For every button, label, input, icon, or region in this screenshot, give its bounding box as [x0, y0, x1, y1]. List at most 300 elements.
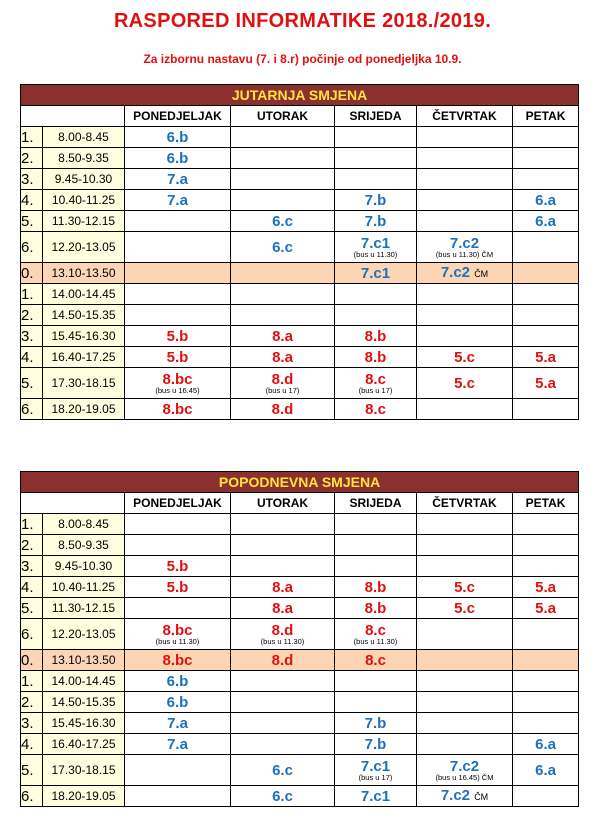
period-number: 4. — [21, 734, 43, 755]
class-cell-monday — [125, 650, 231, 671]
period-number: 4. — [21, 347, 43, 368]
class-label: 7.b — [364, 735, 387, 753]
period-time: 16.40-17.25 — [43, 734, 125, 755]
class-cell-monday — [125, 127, 231, 148]
class-cell-tuesday — [231, 734, 335, 755]
class-cell-wednesday — [335, 127, 417, 148]
class-cell-friday — [513, 577, 579, 598]
class-cell-tuesday — [231, 284, 335, 305]
period-row — [21, 755, 579, 786]
class-cell-friday — [513, 598, 579, 619]
day-header-tuesday: UTORAK — [231, 493, 335, 514]
class-cell-wednesday — [335, 786, 417, 807]
class-cell-thursday — [417, 734, 513, 755]
class-cell-thursday — [417, 577, 513, 598]
period-row — [21, 127, 579, 148]
period-number: 4. — [21, 190, 43, 211]
class-label: 7.b — [364, 714, 387, 732]
class-cell-friday — [513, 619, 579, 650]
period-number: 3. — [21, 169, 43, 190]
morning-shift-table — [20, 84, 579, 420]
class-cell-thursday — [417, 713, 513, 734]
period-number: 2. — [21, 692, 43, 713]
class-label: 7.c1 — [360, 757, 391, 775]
class-label: 7.c2 — [440, 786, 471, 804]
class-cell-monday — [125, 399, 231, 420]
class-cell-wednesday — [335, 326, 417, 347]
period-number: 6. — [21, 619, 43, 650]
class-label: 6.c — [272, 787, 293, 805]
period-row — [21, 619, 579, 650]
class-cell-tuesday — [231, 368, 335, 399]
header-corner — [21, 106, 125, 127]
class-label: 8.c — [365, 621, 386, 639]
class-cell-thursday — [417, 190, 513, 211]
class-label: 7.a — [167, 735, 188, 753]
class-label: 6.a — [535, 761, 556, 779]
class-cell-friday — [513, 734, 579, 755]
class-cell-friday — [513, 399, 579, 420]
class-cell-monday — [125, 692, 231, 713]
period-number: 2. — [21, 305, 43, 326]
period-time: 11.30-12.15 — [43, 211, 125, 232]
class-cell-friday — [513, 650, 579, 671]
class-cell-wednesday — [335, 399, 417, 420]
class-cell-friday — [513, 232, 579, 263]
period-number: 0. — [21, 263, 43, 284]
class-cell-wednesday — [335, 169, 417, 190]
class-cell-thursday — [417, 598, 513, 619]
class-label: 6.b — [166, 672, 189, 690]
class-cell-friday — [513, 368, 579, 399]
period-time: 11.30-12.15 — [43, 598, 125, 619]
class-cell-wednesday — [335, 619, 417, 650]
class-cell-thursday — [417, 692, 513, 713]
class-cell-friday — [513, 148, 579, 169]
class-cell-wednesday — [335, 368, 417, 399]
class-label: 8.b — [364, 599, 387, 617]
class-cell-tuesday — [231, 148, 335, 169]
class-label: 6.a — [535, 212, 556, 230]
class-cell-thursday — [417, 347, 513, 368]
period-row — [21, 263, 579, 284]
class-cell-tuesday — [231, 598, 335, 619]
class-cell-tuesday — [231, 347, 335, 368]
period-row — [21, 232, 579, 263]
class-label: 5.a — [535, 374, 556, 392]
class-label: 8.d — [271, 651, 294, 669]
class-label: 5.c — [454, 578, 475, 596]
class-cell-wednesday — [335, 263, 417, 284]
period-time: 15.45-16.30 — [43, 326, 125, 347]
day-header-tuesday: UTORAK — [231, 106, 335, 127]
class-cell-wednesday — [335, 305, 417, 326]
class-label: 6.b — [166, 128, 189, 146]
period-time: 8.50-9.35 — [43, 535, 125, 556]
period-number: 0. — [21, 650, 43, 671]
class-label: 5.b — [166, 348, 189, 366]
class-cell-monday — [125, 514, 231, 535]
class-cell-thursday — [417, 619, 513, 650]
period-time: 10.40-11.25 — [43, 577, 125, 598]
period-number: 1. — [21, 514, 43, 535]
class-cell-tuesday — [231, 169, 335, 190]
class-cell-wednesday — [335, 692, 417, 713]
class-cell-wednesday — [335, 755, 417, 786]
class-cell-tuesday — [231, 619, 335, 650]
class-cell-thursday — [417, 755, 513, 786]
class-cell-wednesday — [335, 650, 417, 671]
shift-header-row — [21, 472, 579, 493]
class-cell-friday — [513, 284, 579, 305]
period-number: 6. — [21, 399, 43, 420]
class-cell-tuesday — [231, 127, 335, 148]
period-time: 14.00-14.45 — [43, 284, 125, 305]
shift-header-row — [21, 85, 579, 106]
class-label: 5.a — [535, 599, 556, 617]
day-header-row — [21, 493, 579, 514]
class-cell-tuesday — [231, 650, 335, 671]
class-cell-monday — [125, 556, 231, 577]
period-time: 9.45-10.30 — [43, 169, 125, 190]
class-cell-wednesday — [335, 734, 417, 755]
class-cell-thursday — [417, 232, 513, 263]
period-row — [21, 284, 579, 305]
day-header-wednesday: SRIJEDA — [335, 493, 417, 514]
class-label: 8.bc — [162, 621, 193, 639]
period-time: 18.20-19.05 — [43, 399, 125, 420]
period-row — [21, 692, 579, 713]
period-number: 5. — [21, 598, 43, 619]
period-row — [21, 535, 579, 556]
class-label: 5.c — [454, 348, 475, 366]
period-time: 8.50-9.35 — [43, 148, 125, 169]
class-cell-monday — [125, 598, 231, 619]
period-time: 9.45-10.30 — [43, 556, 125, 577]
period-time: 12.20-13.05 — [43, 619, 125, 650]
period-time: 12.20-13.05 — [43, 232, 125, 263]
period-row — [21, 169, 579, 190]
class-label: 7.c1 — [360, 787, 391, 805]
period-number: 3. — [21, 713, 43, 734]
class-label: 7.a — [167, 170, 188, 188]
class-cell-thursday — [417, 514, 513, 535]
class-cell-wednesday — [335, 232, 417, 263]
period-time: 18.20-19.05 — [43, 786, 125, 807]
class-cell-friday — [513, 305, 579, 326]
period-row — [21, 190, 579, 211]
day-header-monday: PONEDJELJAK — [125, 106, 231, 127]
period-time: 14.50-15.35 — [43, 305, 125, 326]
class-label: 7.c1 — [360, 264, 391, 282]
period-number: 3. — [21, 326, 43, 347]
class-cell-friday — [513, 671, 579, 692]
period-number: 5. — [21, 211, 43, 232]
day-header-monday: PONEDJELJAK — [125, 493, 231, 514]
period-row — [21, 211, 579, 232]
class-cell-friday — [513, 755, 579, 786]
period-row — [21, 598, 579, 619]
class-cell-tuesday — [231, 232, 335, 263]
day-header-wednesday: SRIJEDA — [335, 106, 417, 127]
class-cell-thursday — [417, 305, 513, 326]
class-cell-monday — [125, 211, 231, 232]
day-header-thursday: ČETVRTAK — [417, 493, 513, 514]
class-cell-friday — [513, 211, 579, 232]
class-cell-monday — [125, 368, 231, 399]
class-cell-tuesday — [231, 535, 335, 556]
class-cell-monday — [125, 619, 231, 650]
class-cell-friday — [513, 692, 579, 713]
class-cell-monday — [125, 577, 231, 598]
class-cell-thursday — [417, 127, 513, 148]
class-label: 7.b — [364, 191, 387, 209]
period-time: 8.00-8.45 — [43, 514, 125, 535]
bus-note: (bus u 11.30) — [155, 636, 200, 646]
period-row — [21, 734, 579, 755]
afternoon-shift-table — [20, 471, 579, 807]
class-cell-monday — [125, 734, 231, 755]
class-label: 8.bc — [162, 651, 193, 669]
period-row — [21, 514, 579, 535]
period-row — [21, 148, 579, 169]
class-cell-friday — [513, 514, 579, 535]
class-label: 8.d — [271, 621, 294, 639]
class-cell-thursday — [417, 650, 513, 671]
period-time: 14.50-15.35 — [43, 692, 125, 713]
class-cell-wednesday — [335, 598, 417, 619]
class-cell-wednesday — [335, 514, 417, 535]
class-label: 6.a — [535, 735, 556, 753]
page-subtitle: Za izbornu nastavu (7. i 8.r) počinje od ponedjeljka 10.9. — [143, 52, 462, 66]
period-time: 10.40-11.25 — [43, 190, 125, 211]
period-time: 15.45-16.30 — [43, 713, 125, 734]
class-cell-tuesday — [231, 671, 335, 692]
header-corner — [21, 493, 125, 514]
period-row — [21, 786, 579, 807]
period-row — [21, 671, 579, 692]
bus-note: (bus u 17) — [358, 385, 393, 395]
class-cell-friday — [513, 786, 579, 807]
class-label: 5.a — [535, 578, 556, 596]
period-time: 17.30-18.15 — [43, 368, 125, 399]
bus-note: (bus u 11.30) — [353, 249, 398, 259]
class-label: 7.b — [364, 212, 387, 230]
period-number: 1. — [21, 127, 43, 148]
day-header-thursday: ČETVRTAK — [417, 106, 513, 127]
class-label: 6.b — [166, 149, 189, 167]
period-time: 16.40-17.25 — [43, 347, 125, 368]
class-label: 8.c — [365, 400, 386, 418]
period-row — [21, 399, 579, 420]
class-label: 8.c — [365, 651, 386, 669]
class-label: 8.b — [364, 578, 387, 596]
class-label: 5.c — [454, 374, 475, 392]
period-number: 5. — [21, 755, 43, 786]
class-cell-wednesday — [335, 284, 417, 305]
class-cell-thursday — [417, 399, 513, 420]
class-cell-thursday — [417, 263, 513, 284]
class-cell-monday — [125, 263, 231, 284]
class-cell-monday — [125, 786, 231, 807]
class-cell-tuesday — [231, 190, 335, 211]
teacher-note: ČM — [474, 791, 489, 802]
period-row — [21, 650, 579, 671]
class-label: 5.a — [535, 348, 556, 366]
period-number: 3. — [21, 556, 43, 577]
class-cell-tuesday — [231, 713, 335, 734]
class-label: 8.a — [272, 348, 293, 366]
class-cell-friday — [513, 556, 579, 577]
class-cell-monday — [125, 713, 231, 734]
class-label: 6.c — [272, 212, 293, 230]
period-time: 17.30-18.15 — [43, 755, 125, 786]
period-row — [21, 326, 579, 347]
class-cell-tuesday — [231, 577, 335, 598]
period-row — [21, 368, 579, 399]
class-cell-wednesday — [335, 577, 417, 598]
teacher-note: ČM — [474, 268, 489, 279]
class-cell-thursday — [417, 671, 513, 692]
class-label: 5.b — [166, 557, 189, 575]
day-header-friday: PETAK — [513, 106, 579, 127]
class-cell-wednesday — [335, 671, 417, 692]
period-row — [21, 713, 579, 734]
class-cell-monday — [125, 232, 231, 263]
period-row — [21, 577, 579, 598]
class-label: 8.a — [272, 578, 293, 596]
class-cell-friday — [513, 713, 579, 734]
bus-note: (bus u 17) — [265, 385, 300, 395]
class-cell-monday — [125, 326, 231, 347]
day-header-row — [21, 106, 579, 127]
class-cell-friday — [513, 347, 579, 368]
day-header-friday: PETAK — [513, 493, 579, 514]
class-cell-monday — [125, 148, 231, 169]
bus-note: (bus u 16.45) — [155, 385, 200, 395]
class-cell-monday — [125, 347, 231, 368]
class-cell-monday — [125, 305, 231, 326]
period-number: 1. — [21, 284, 43, 305]
period-number: 2. — [21, 148, 43, 169]
bus-note: (bus u 11.30) — [353, 636, 398, 646]
period-number: 2. — [21, 535, 43, 556]
bus-note: (bus u 17) — [358, 772, 393, 782]
class-cell-wednesday — [335, 148, 417, 169]
bus-note: (bus u 11.30) — [260, 636, 305, 646]
class-cell-monday — [125, 169, 231, 190]
class-cell-thursday — [417, 169, 513, 190]
class-cell-thursday — [417, 786, 513, 807]
class-cell-tuesday — [231, 211, 335, 232]
class-cell-tuesday — [231, 755, 335, 786]
class-cell-wednesday — [335, 535, 417, 556]
class-cell-thursday — [417, 535, 513, 556]
class-label: 5.b — [166, 578, 189, 596]
class-label: 8.d — [271, 370, 294, 388]
class-label: 7.a — [167, 191, 188, 209]
class-label: 5.b — [166, 327, 189, 345]
class-cell-friday — [513, 263, 579, 284]
period-time: 13.10-13.50 — [43, 263, 125, 284]
class-cell-friday — [513, 535, 579, 556]
class-label: 8.a — [272, 599, 293, 617]
class-cell-friday — [513, 127, 579, 148]
period-number: 5. — [21, 368, 43, 399]
period-time: 8.00-8.45 — [43, 127, 125, 148]
class-cell-tuesday — [231, 514, 335, 535]
class-cell-tuesday — [231, 786, 335, 807]
class-label: 6.c — [272, 238, 293, 256]
class-cell-monday — [125, 755, 231, 786]
class-label: 7.a — [167, 714, 188, 732]
class-cell-monday — [125, 535, 231, 556]
class-label: 8.b — [364, 348, 387, 366]
class-cell-thursday — [417, 556, 513, 577]
class-cell-tuesday — [231, 556, 335, 577]
class-label: 7.c1 — [360, 234, 391, 252]
class-cell-friday — [513, 326, 579, 347]
class-cell-friday — [513, 169, 579, 190]
class-label: 6.a — [535, 191, 556, 209]
page-title: RASPORED INFORMATIKE 2018./2019. — [113, 10, 492, 32]
class-cell-thursday — [417, 368, 513, 399]
class-label: 8.c — [365, 370, 386, 388]
class-cell-thursday — [417, 211, 513, 232]
class-cell-wednesday — [335, 556, 417, 577]
shift-title: JUTARNJA SMJENA — [21, 85, 579, 106]
period-row — [21, 347, 579, 368]
class-label: 6.b — [166, 693, 189, 711]
class-label: 8.bc — [162, 370, 193, 388]
class-cell-thursday — [417, 148, 513, 169]
period-number: 6. — [21, 786, 43, 807]
class-label: 7.c2 — [440, 263, 471, 281]
class-cell-wednesday — [335, 713, 417, 734]
class-cell-monday — [125, 284, 231, 305]
class-cell-tuesday — [231, 326, 335, 347]
class-label: 8.bc — [162, 400, 193, 418]
period-number: 1. — [21, 671, 43, 692]
class-label: 8.d — [271, 400, 294, 418]
class-cell-friday — [513, 190, 579, 211]
class-cell-tuesday — [231, 263, 335, 284]
class-cell-wednesday — [335, 347, 417, 368]
period-number: 4. — [21, 577, 43, 598]
class-label: 7.c2 — [449, 234, 480, 252]
period-number: 6. — [21, 232, 43, 263]
period-time: 13.10-13.50 — [43, 650, 125, 671]
class-label: 5.c — [454, 599, 475, 617]
class-label: 8.a — [272, 327, 293, 345]
period-time: 14.00-14.45 — [43, 671, 125, 692]
period-row — [21, 556, 579, 577]
class-cell-tuesday — [231, 399, 335, 420]
class-cell-monday — [125, 671, 231, 692]
class-label: 6.c — [272, 761, 293, 779]
class-cell-wednesday — [335, 211, 417, 232]
bus-note: (bus u 16.45) ČM — [435, 772, 494, 782]
class-cell-tuesday — [231, 305, 335, 326]
class-cell-thursday — [417, 284, 513, 305]
period-row — [21, 305, 579, 326]
class-cell-monday — [125, 190, 231, 211]
class-cell-tuesday — [231, 692, 335, 713]
class-cell-thursday — [417, 326, 513, 347]
shift-title: POPODNEVNA SMJENA — [21, 472, 579, 493]
class-cell-wednesday — [335, 190, 417, 211]
bus-note: (bus u 11.30) ČM — [435, 249, 494, 259]
